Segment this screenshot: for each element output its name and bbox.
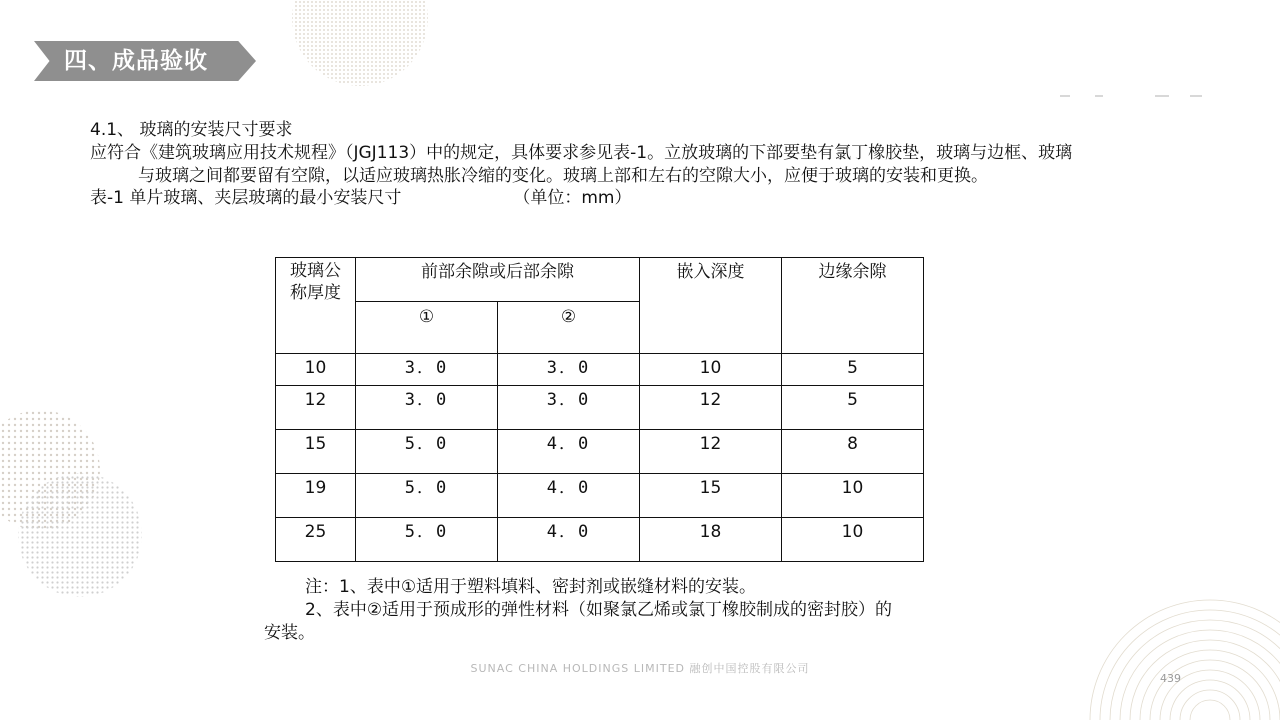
cell-edge: 5 — [782, 354, 924, 386]
cell-depth: 12 — [640, 386, 782, 430]
paragraph-line-1: 应符合《建筑玻璃应用技术规程》（JGJ113）中的规定，具体要求参见表-1。立放玻璃的下部要垫有氯丁橡胶垫，玻璃与边框、玻璃 — [90, 143, 1073, 163]
cell-thickness: 12 — [276, 386, 356, 430]
header-depth: 嵌入深度 — [640, 258, 782, 354]
decorative-dots-left — [0, 410, 160, 600]
cell-edge: 10 — [782, 474, 924, 518]
header-thickness-line2: 称厚度 — [290, 283, 341, 303]
table-row — [276, 430, 924, 474]
page-title: 四、成品验收 — [64, 48, 208, 74]
header-thickness — [276, 258, 356, 354]
note-2-continued: 安装。 — [264, 623, 315, 643]
cell-depth: 15 — [640, 474, 782, 518]
table-row — [276, 518, 924, 562]
section-heading: 4.1、 玻璃的安装尺寸要求 — [90, 120, 293, 140]
header-thickness-line1: 玻璃公 — [290, 261, 341, 281]
cell-edge: 5 — [782, 386, 924, 430]
cell-clearance-1: 5．0 — [356, 518, 498, 562]
cell-thickness: 25 — [276, 518, 356, 562]
cell-clearance-1: 3．0 — [356, 354, 498, 386]
cell-thickness: 19 — [276, 474, 356, 518]
decorative-circle-top — [290, 0, 430, 90]
table-caption-row — [90, 187, 631, 209]
cell-thickness: 10 — [276, 354, 356, 386]
cell-depth: 18 — [640, 518, 782, 562]
faint-marks-top-right — [1055, 92, 1205, 100]
cell-depth: 10 — [640, 354, 782, 386]
footer-company: SUNAC CHINA HOLDINGS LIMITED 融创中国控股有限公司 — [470, 662, 810, 675]
cell-clearance-2: 4．0 — [498, 474, 640, 518]
cell-thickness: 15 — [276, 430, 356, 474]
cell-clearance-1: 3．0 — [356, 386, 498, 430]
note-2: 2、表中②适用于预成形的弹性材料（如聚氯乙烯或氯丁橡胶制成的密封胶）的 — [305, 600, 893, 620]
header-sub-2: ② — [498, 302, 640, 354]
table-caption: 表-1 单片玻璃、夹层玻璃的最小安装尺寸 — [90, 188, 402, 208]
table-row — [276, 386, 924, 430]
header-clearance: 前部余隙或后部余隙 — [356, 258, 640, 302]
page-number: 439 — [1160, 672, 1181, 685]
cell-clearance-1: 5．0 — [356, 474, 498, 518]
cell-clearance-2: 3．0 — [498, 354, 640, 386]
cell-edge: 8 — [782, 430, 924, 474]
installation-size-table — [275, 257, 924, 562]
table-row — [276, 474, 924, 518]
table-header-row — [276, 258, 924, 302]
cell-clearance-1: 5．0 — [356, 430, 498, 474]
cell-clearance-2: 4．0 — [498, 518, 640, 562]
cell-clearance-2: 3．0 — [498, 386, 640, 430]
header-edge: 边缘余隙 — [782, 258, 924, 354]
cell-depth: 12 — [640, 430, 782, 474]
decorative-rings-bottom-right — [1080, 595, 1280, 720]
paragraph-line-2: 与玻璃之间都要留有空隙，以适应玻璃热胀冷缩的变化。玻璃上部和左右的空隙大小，应便于玻璃的安装和更换。 — [138, 166, 988, 186]
header-sub-1: ① — [356, 302, 498, 354]
table-unit: （单位：mm） — [513, 188, 632, 208]
note-1: 注：1、表中①适用于塑料填料、密封剂或嵌缝材料的安装。 — [305, 577, 757, 597]
cell-edge: 10 — [782, 518, 924, 562]
table-row — [276, 354, 924, 386]
cell-clearance-2: 4．0 — [498, 430, 640, 474]
